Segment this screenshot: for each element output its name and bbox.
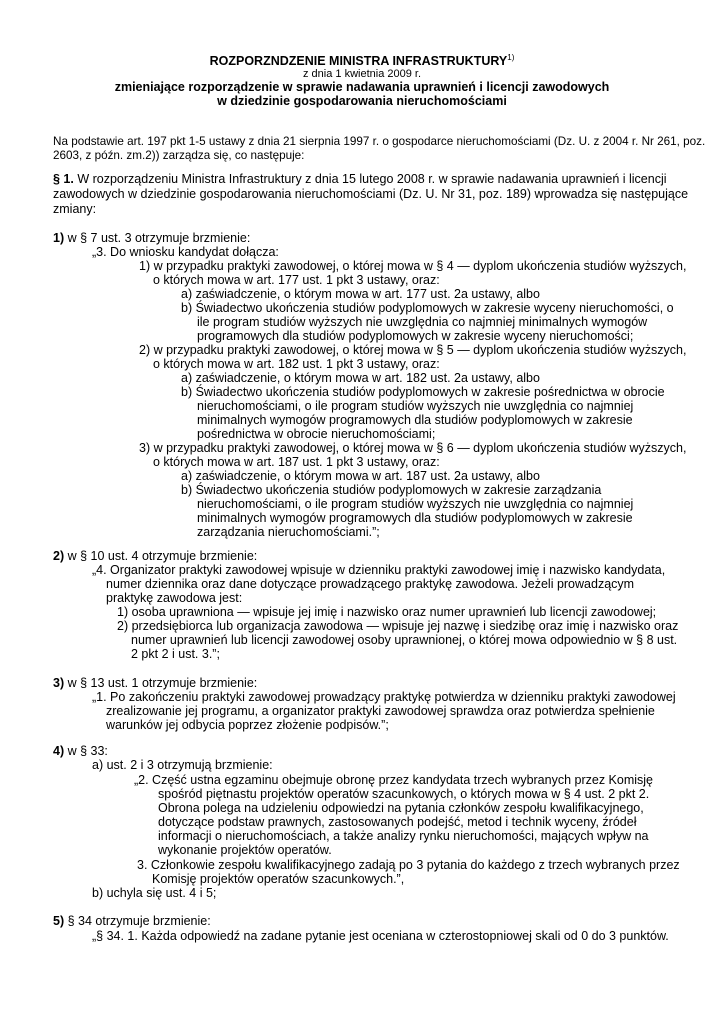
amendment-line: 2) przedsiębiorca lub organizacja zawodowa — wpisuje jej nazwę i siedzibę oraz imię i nazwisko oraz: [117, 619, 679, 633]
amendment-line: zarządzania nieruchomościami.”;: [197, 525, 380, 539]
amendment-line: 3. Członkowie zespołu kwalifikacyjnego zadają po 3 pytania do każdego z trzech wybranych przez: [137, 858, 680, 872]
document-date: z dnia 1 kwietnia 2009 r.: [302, 68, 422, 80]
point-number: 5): [53, 914, 65, 928]
amendment-line: 1) w przypadku praktyki zawodowej, o której mowa w § 4 — dyplom ukończenia studiów wyższych,: [139, 259, 687, 273]
amendment-line: numer uprawnień lub licencji zawodowej osoby uprawnionej, o której mowa odpowiednio w § 8 ust.: [131, 633, 678, 647]
point-heading: 3) w § 13 ust. 1 otrzymuje brzmienie:: [53, 676, 258, 690]
point-number: 2): [53, 549, 65, 563]
amendment-line: o których mowa w art. 177 ust. 1 pkt 3 ustawy, oraz:: [153, 273, 440, 287]
amendment-line: praktykę zawodowa jest:: [106, 591, 243, 605]
amendment-line: a) ust. 2 i 3 otrzymują brzmienie:: [92, 758, 273, 772]
amendment-line: numer dziennika oraz dane dotyczące prowadzącego praktykę zawodowa. Jeżeli prowadzącym: [106, 577, 635, 591]
legal-basis-line: 2603, z późn. zm.2)) zarządza się, co następuje:: [53, 149, 305, 162]
section-mark: § 1.: [53, 172, 74, 186]
amendment-line: „4. Organizator praktyki zawodowej wpisuje w dzienniku praktyki zawodowej imię i nazwisko kandydata,: [92, 563, 666, 577]
point-heading: 2) w § 10 ust. 4 otrzymuje brzmienie:: [53, 549, 258, 563]
amendment-line: o których mowa w art. 182 ust. 1 pkt 3 ustawy, oraz:: [153, 357, 440, 371]
document-subject: zmieniające rozporządzenie w sprawie nadawania uprawnień i licencji zawodowych: [114, 80, 610, 94]
amendment-line: „§ 34. 1. Każda odpowiedź na zadane pytanie jest oceniana w czterostopniowej skali od 0 do 3 punktów.: [92, 929, 669, 943]
legal-basis-line: Na podstawie art. 197 pkt 1-5 ustawy z dnia 21 sierpnia 1997 r. o gospodarce nieruchomościami (Dz. U. z 2004 r. Nr 261, poz.: [53, 135, 706, 148]
point-number: 4): [53, 744, 65, 758]
amendment-line: o których mowa w art. 187 ust. 1 pkt 3 ustawy, oraz:: [153, 455, 440, 469]
point-heading: 1) w § 7 ust. 3 otrzymuje brzmienie:: [53, 231, 251, 245]
amendment-line: programowych dla studiów podyplomowych w zakresie wyceny nieruchomości;: [197, 329, 634, 343]
amendment-line: dotyczące podstaw prawnych, zastosowanych podejść, metod i technik wyceny, źródeł: [158, 815, 637, 829]
amendment-line: a) zaświadczenie, o którym mowa w art. 182 ust. 2a ustawy, albo: [181, 371, 540, 385]
amendment-line: „1. Po zakończeniu praktyki zawodowej prowadzący praktykę potwierdza w dzienniku praktyki zawodowej: [92, 690, 676, 704]
amendment-line: ile program studiów wyższych nie uwzględnia co najmniej minimalnych wymogów: [197, 315, 648, 329]
amendment-line: b) Świadectwo ukończenia studiów podyplomowych w zakresie zarządzania: [181, 483, 602, 497]
amendment-line: 2 pkt 2 i ust. 3.”;: [131, 647, 220, 661]
amendment-line: zrealizowanie jej programu, a organizator praktyki zawodowej sprawdza oraz potwierdza spełnienie: [106, 704, 655, 718]
amendment-line: nieruchomościami, o ile program studiów wyższych nie uwzględnia co najmniej: [197, 497, 634, 511]
document-title: ROZPORZNDZENIE MINISTRA INFRASTRUKTURY$^{1)}$: [209, 52, 515, 68]
amendment-line: wykonanie projektów operatów.: [158, 843, 332, 857]
amendment-line: warunków jej odbycia poprzez złożenie podpisów.”;: [106, 718, 389, 732]
amendment-line: Komisję projektów operatów szacunkowych.”,: [152, 872, 405, 886]
section-1-line: § 1. W rozporządzeniu Ministra Infrastruktury z dnia 15 lutego 2008 r. w sprawie nadawania uprawnień i licencji: [53, 172, 667, 186]
amendment-line: 2) w przypadku praktyki zawodowej, o której mowa w § 5 — dyplom ukończenia studiów wyższych,: [139, 343, 687, 357]
amendment-line: „2. Część ustna egzaminu obejmuje obronę przez kandydata trzech wybranych przez Komisję: [134, 773, 654, 787]
amendment-line: minimalnych wymogów programowych dla studiów podyplomowych w zakresie: [197, 413, 633, 427]
point-number: 3): [53, 676, 65, 690]
amendment-line: 1) osoba uprawniona — wpisuje jej imię i nazwisko oraz numer uprawnień lub licencji zawodowej;: [117, 605, 657, 619]
section-1-line: zmiany:: [53, 202, 97, 216]
amendment-line: Obrona polega na udzieleniu odpowiedzi na pytania członków zespołu kwalifikacyjnego,: [158, 801, 644, 815]
amendment-line: informacji o nieruchomościach, a także analizy rynku nieruchomości, mających wpływ na: [158, 829, 649, 843]
amendment-line: b) Świadectwo ukończenia studiów podyplomowych w zakresie pośrednictwa w obrocie: [181, 385, 665, 399]
point-heading: 5) § 34 otrzymuje brzmienie:: [53, 914, 211, 928]
section-1-line: zawodowych w dziedzinie gospodarowania nieruchomościami (Dz. U. Nr 31, poz. 189) wprowadza się następujące: [53, 187, 689, 201]
amendment-line: 3) w przypadku praktyki zawodowej, o której mowa w § 6 — dyplom ukończenia studiów wyższych,: [139, 441, 687, 455]
footnote-mark: 1): [507, 52, 515, 62]
amendment-line: spośród piętnastu projektów operatów szacunkowych, o których mowa w § 4 ust. 2 pkt 2.: [158, 787, 650, 801]
amendment-line: pośrednictwa w obrocie nieruchomościami;: [197, 427, 436, 441]
point-heading: 4) w § 33:: [53, 744, 108, 758]
amendment-line: b) uchyla się ust. 4 i 5;: [92, 886, 217, 900]
amendment-line: a) zaświadczenie, o którym mowa w art. 177 ust. 2a ustawy, albo: [181, 287, 540, 301]
document-subject: w dziedzinie gospodarowania nieruchomościami: [217, 94, 507, 108]
amendment-line: a) zaświadczenie, o którym mowa w art. 187 ust. 2a ustawy, albo: [181, 469, 540, 483]
amendment-line: „3. Do wniosku kandydat dołącza:: [92, 245, 279, 259]
amendment-line: b) Świadectwo ukończenia studiów podyplomowych w zakresie wyceny nieruchomości, o: [181, 301, 674, 315]
point-number: 1): [53, 231, 65, 245]
amendment-line: nieruchomościami, o ile program studiów wyższych nie uwzględnia co najmniej: [197, 399, 634, 413]
amendment-line: minimalnych wymogów programowych dla studiów podyplomowych w zakresie: [197, 511, 633, 525]
